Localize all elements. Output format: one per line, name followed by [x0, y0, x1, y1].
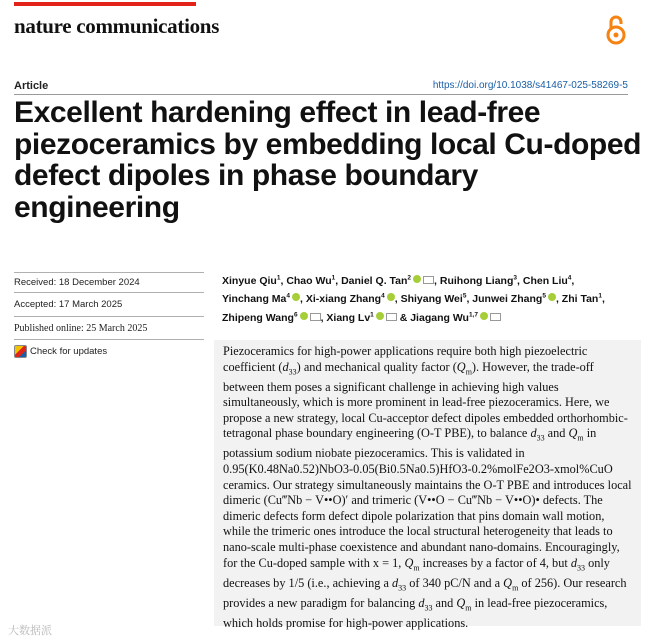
check-for-updates-button[interactable] [14, 345, 107, 358]
affiliation-marker: 1 [276, 274, 281, 281]
dates-divider [14, 292, 204, 293]
author-name[interactable]: Shiyang Wei$^5$, [400, 292, 470, 305]
author-list [222, 270, 632, 326]
check-updates-icon [14, 345, 27, 358]
journal-name[interactable]: nature communications [14, 14, 220, 38]
email-icon[interactable] [490, 313, 501, 321]
affiliation-marker: 5 [462, 292, 467, 300]
received-date: Received: 18 December 2024 [14, 277, 140, 288]
header-divider [14, 94, 628, 95]
dates-divider [14, 316, 204, 317]
published-date: Published online: 25 March 2025 [14, 323, 148, 334]
affiliation-marker: 5 [542, 292, 546, 300]
orcid-icon[interactable] [548, 293, 556, 301]
author-name[interactable]: Xi-xiang Zhang$^4$ , [305, 292, 398, 305]
affiliation-marker: 3 [513, 274, 518, 281]
affiliation-marker: 4 [567, 274, 572, 281]
doi-link[interactable]: https://doi.org/10.1038/s41467-025-58269-5 [432, 80, 628, 91]
orcid-icon[interactable] [413, 275, 421, 283]
author-name[interactable]: Zhi Tan$^1$, [561, 292, 605, 305]
watermark: 大数据派 [8, 625, 52, 637]
author-name[interactable]: Ruihong Liang$^3$, [439, 274, 520, 287]
orcid-icon[interactable] [292, 293, 300, 301]
email-icon[interactable] [310, 313, 321, 321]
author-name[interactable]: Jiagang Wu$^{1,7}$ [410, 312, 501, 324]
author-name[interactable]: Xiang Lv$^1$ & [326, 311, 408, 324]
affiliation-marker: 1,7 [468, 311, 478, 318]
check-updates-label: Check for updates [30, 346, 108, 357]
author-name[interactable]: Yinchang Ma$^4$ , [222, 292, 303, 305]
affiliation-marker: 2 [407, 274, 412, 281]
orcid-icon[interactable] [480, 312, 488, 320]
author-name[interactable]: Chao Wu$^1$, [286, 274, 339, 287]
accepted-date: Accepted: 17 March 2025 [14, 299, 123, 310]
dates-divider [14, 339, 204, 340]
affiliation-marker: 6 [293, 311, 298, 318]
abstract-text: Piezoceramics for high-power applications require both high piezoelectric coefficient $(d_{33})$ and mechanical quality factor $(Q_m)$. However, the trade-off between them poses a significant challenge in achieving high values simultaneously, which is more prominent in lead-free piezoceramics. Here, we propose a new strategy, local Cu-acceptor defect dipoles embedded orthorhombic-tetragonal phase boundary engineering (O-T PBE), to balance $d_{33}$ and $Q_m$ in potassium sodium niobate piezoceramics. This is validated in 0.95(K0.48Na0.52)NbO3-0.05(Bi0.5Na0.5)HfO3-0.2%molFe2O3-xmol%CuO ceramics. Our strategy simultaneously maintains the O-T PBE and introduces local dimeric (Cu‴Nb − V••O)′ and trimeric (V••O − Cu‴Nb − V••O)• defects. The dimeric defects form defect dipole polarization that pins domain wall motion, while the trimeric ones introduce the local structural heterogeneity that leads to nano-scale multi-phase coexistence and abundant nano-domains. Encouragingly, for the Cu-doped sample with x = 1, $Q_m$ increases by a factor of 4, but $d_{33}$ only decreases by 1/5 (i.e., achieving a $d_{33}$ of 340 pC/N and a $Q_m$ of 256). Our research provides a new paradigm for balancing $d_{33}$ and $Q_m$ in lead-free piezoceramics, which holds promise for high-power applications. [223, 344, 632, 630]
email-icon[interactable] [423, 276, 434, 284]
affiliation-marker: 1 [598, 292, 602, 300]
author-name[interactable]: Xinyue Qiu$^1$, [222, 274, 284, 287]
article-title: Excellent hardening effect in lead-free piezoceramics by embedding local Cu-doped defect dipoles in phase boundary engineering [14, 96, 642, 224]
affiliation-marker: 4 [381, 292, 385, 300]
journal-accent-bar [14, 2, 196, 6]
author-name[interactable]: Daniel Q. Tan$^2$ , [341, 274, 437, 287]
affiliation-marker: 1 [370, 311, 374, 318]
affiliation-marker: 4 [286, 292, 290, 300]
affiliation-marker: 1 [331, 274, 336, 281]
dates-divider [14, 272, 204, 273]
author-name[interactable]: Chen Liu$^4$, [522, 274, 575, 287]
article-type: Article [14, 80, 49, 92]
author-name[interactable]: Junwei Zhang$^5$ , [472, 292, 559, 305]
orcid-icon[interactable] [387, 293, 395, 301]
orcid-icon[interactable] [300, 312, 308, 320]
email-icon[interactable] [386, 313, 397, 321]
open-access-icon [605, 12, 627, 46]
orcid-icon[interactable] [376, 312, 384, 320]
author-name[interactable]: Zhipeng Wang$^6$ , [222, 311, 324, 324]
